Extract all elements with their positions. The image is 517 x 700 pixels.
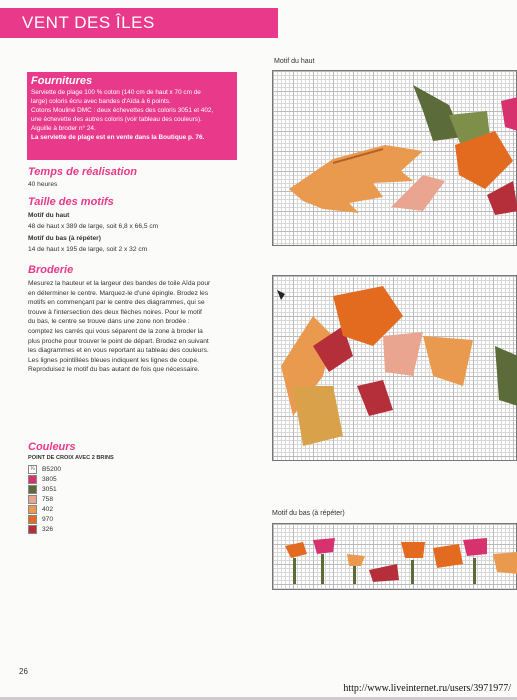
broderie-line: Mesurez la hauteur et la largeur des bandes de toile Aïda pour [28, 280, 211, 287]
color-swatch [28, 505, 37, 514]
flower-pink-2 [463, 538, 487, 556]
color-swatch: ¼ [28, 465, 37, 474]
broderie-line: plus proche pour trouver le point de départ. Brodez en suivant [28, 337, 209, 345]
top-chart-label: Motif du haut [274, 58, 315, 65]
taille-haut-value: 48 de haut x 389 de large, soit 6,8 x 66,5 cm [28, 223, 159, 230]
broderie-text [28, 279, 210, 375]
color-legend-row [28, 474, 114, 484]
color-swatch [28, 495, 37, 504]
broderie-line: les diagrammes et en vous reportant au tableau des couleurs. [28, 347, 209, 355]
stem [321, 554, 324, 584]
page-number: 26 [19, 667, 28, 676]
fournitures-line: Cotons Mouliné DMC : deux échevettes des coloris 3051 et 402, [31, 107, 214, 114]
color-legend [28, 455, 114, 534]
color-swatch [28, 485, 37, 494]
color-code: 3051 [42, 485, 57, 493]
color-code: 3805 [42, 475, 57, 483]
stem [411, 560, 414, 584]
temps-value: 40 heures [28, 181, 58, 188]
top-motif-drawing [273, 71, 517, 247]
broderie-line: Reproduisez le motif du bas autant de fois que nécessaire. [28, 366, 200, 374]
taille-bas-value: 14 de haut x 195 de large, soit 2 x 32 cm [28, 246, 148, 253]
color-legend-row [28, 464, 114, 474]
broderie-line: du bas, le centre se trouve dans une zone non brodée : [28, 318, 190, 326]
fournitures-boutique-note: La serviette de plage est en vente dans la Boutique p. 76. [31, 134, 205, 141]
leaf-green [495, 346, 517, 406]
leaf-pink [383, 332, 423, 376]
flower-orange-2 [401, 542, 425, 558]
color-code: 970 [42, 515, 54, 523]
taille-haut-label: Motif du haut [28, 212, 70, 219]
fournitures-line: large) coloris écru avec bandes d'Aïda à 6 points. [31, 98, 171, 105]
color-legend-row [28, 524, 114, 534]
middle-motif-drawing [273, 276, 517, 462]
flower-gold-2 [493, 552, 517, 574]
color-code: 758 [42, 495, 54, 503]
couleurs-subtitle: POINT DE CROIX AVEC 2 BRINS [28, 455, 114, 461]
couleurs-title: Couleurs [28, 441, 76, 453]
flower-orange [285, 542, 307, 558]
bottom-motif-drawing [273, 524, 517, 591]
page-header [0, 8, 278, 38]
page-title: VENT DES ÎLES [22, 13, 155, 32]
flower-red [369, 564, 399, 582]
flower-orange-3 [433, 544, 463, 568]
bottom-motif-chart [272, 523, 517, 590]
flower-red-2 [357, 380, 393, 416]
taille-title: Taille des motifs [28, 196, 114, 208]
broderie-line: motifs en commençant par le centre des diagrammes, qui se [28, 299, 205, 307]
fournitures-line: une échevette des autres coloris (voir tableau des couleurs). [31, 116, 202, 123]
flower-red [487, 181, 517, 215]
stem [473, 558, 476, 584]
stem [353, 564, 356, 584]
top-motif-chart [272, 70, 517, 246]
footer-url: http://www.liveinternet.ru/users/3971977/ [343, 683, 511, 694]
broderie-line: trouve à l'intersection des deux flèches noires. Pour le motif [28, 308, 202, 316]
broderie-line: Les lignes pointillées bleues indiquent les lignes de coupe. [28, 356, 199, 364]
flower-pink [313, 538, 335, 554]
taille-bas-label: Motif du bas (à répéter) [28, 235, 101, 242]
color-legend-row [28, 514, 114, 524]
fournitures-title: Fournitures [31, 75, 93, 87]
broderie-title: Broderie [28, 264, 74, 276]
flower-pink [501, 97, 517, 131]
leaf-green [413, 85, 463, 141]
color-legend-row [28, 494, 114, 504]
flower-gold [347, 554, 365, 566]
center-arrow-icon [277, 290, 285, 300]
color-swatch [28, 515, 37, 524]
color-code: B5200 [42, 465, 62, 473]
stem [293, 558, 296, 584]
color-legend-row [28, 484, 114, 494]
fournitures-line: Aiguille à broder n° 24. [31, 125, 96, 132]
middle-motif-chart [272, 275, 517, 461]
color-code: 402 [42, 505, 54, 513]
bottom-chart-label: Motif du bas (à répéter) [272, 510, 345, 517]
broderie-line: comptez les carrés qui vous séparent de la zone à broder la [28, 327, 203, 335]
temps-title: Temps de réalisation [28, 166, 138, 178]
leaf-orange [423, 336, 473, 386]
broderie-line: en déterminer le centre. Marquez-le d'une épingle. Brodez les [28, 289, 209, 297]
fern-gold [293, 386, 343, 446]
fournitures-line: Serviette de plage 100 % coton (140 cm de haut x 70 cm de [31, 89, 201, 96]
color-swatch [28, 525, 37, 534]
color-swatch [28, 475, 37, 484]
color-code: 326 [42, 525, 54, 533]
color-legend-row [28, 504, 114, 514]
fournitures-box [27, 72, 237, 160]
